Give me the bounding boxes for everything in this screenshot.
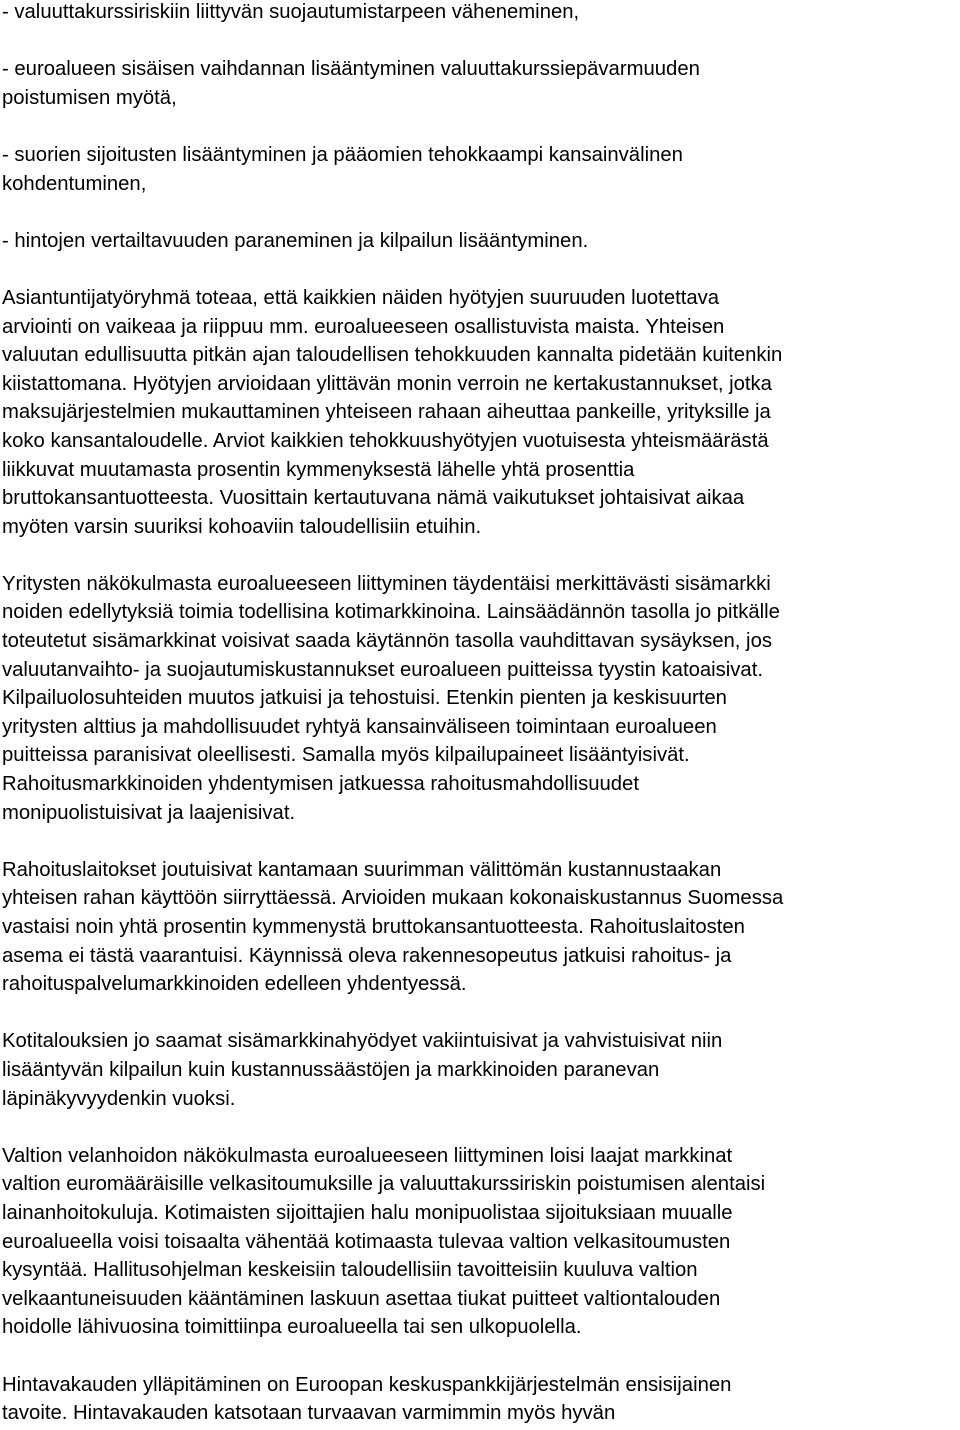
- text-line: valtion euromääräisille velkasitoumuksille ja valuuttakurssiriskin poistumisen alentaisi: [2, 1173, 766, 1196]
- text-line: velkaantuneisuuden kääntäminen laskuun asettaa tiukat puitteet valtiontalouden: [2, 1287, 721, 1310]
- text-line: Kotitalouksien jo saamat sisämarkkinahyödyet vakiintuisivat ja vahvistuisivat niin: [2, 1030, 723, 1053]
- text-line: - hintojen vertailtavuuden paraneminen ja kilpailun lisääntyminen.: [2, 229, 589, 252]
- text-line: puitteissa paranisivat oleellisesti. Samalla myös kilpailupaineet lisääntyisivät.: [2, 744, 690, 767]
- paragraph-spacer: [2, 827, 960, 856]
- text-line: maksujärjestelmien mukauttaminen yhteiseen rahaan aiheuttaa pankeille, yrityksille ja: [2, 401, 771, 424]
- text-line: kiistattomana. Hyötyjen arvioidaan ylittävän monin verroin ne kertakustannukset, jotka: [2, 372, 772, 395]
- paragraph-spacer: [2, 255, 960, 284]
- text-line: poistumisen myötä,: [2, 86, 177, 109]
- paragraph-spacer: [2, 1113, 960, 1142]
- text-line: kohdentuminen,: [2, 172, 147, 195]
- text-line: rahoituspalvelumarkkinoiden edelleen yhdentyessä.: [2, 973, 467, 996]
- paragraph-spacer: [2, 198, 960, 227]
- bullet-item: [2, 227, 960, 256]
- text-line: monipuolistuisivat ja laajenisivat.: [2, 801, 296, 824]
- text-line: bruttokansantuotteesta. Vuosittain kertautuvana nämä vaikutukset johtaisivat aikaa: [2, 487, 745, 510]
- paragraph: [2, 284, 960, 541]
- text-line: valuutanvaihto- ja suojautumiskustannukset euroalueen puitteissa tyystin katoaisivat.: [2, 658, 763, 681]
- text-line: koko kansantaloudelle. Arviot kaikkien tehokkuushyötyjen vuotuisesta yhteismäärästä: [2, 429, 769, 452]
- text-line: Yritysten näkökulmasta euroalueeseen liittyminen täydentäisi merkittävästi sisämarkki: [2, 572, 771, 595]
- text-line: vastaisi noin yhtä prosentin kymmenystä bruttokansantuotteesta. Rahoituslaitosten: [2, 916, 745, 938]
- text-line: Rahoituslaitokset joutuisivat kantamaan suurimman välittömän kustannustaakan: [2, 858, 722, 881]
- paragraph: [2, 570, 960, 827]
- text-line: kysyntää. Hallitusohjelman keskeisiin taloudellisiin tavoitteisiin kuuluva valtion: [2, 1259, 698, 1282]
- text-line: - suorien sijoitusten lisääntyminen ja pääomien tehokkaampi kansainvälinen: [2, 143, 683, 166]
- paragraph-spacer: [2, 541, 960, 570]
- text-line: myöten varsin suuriksi kohoaviin taloudellisiin etuihin.: [2, 515, 482, 538]
- text-line: noiden edellytyksiä toimia todellisina kotimarkkinoina. Lainsäädännön tasolla jo pitkälle: [2, 601, 780, 624]
- text-line: läpinäkyvyydenkin vuoksi.: [2, 1087, 236, 1110]
- text-line: yhteisen rahan käyttöön siirryttäessä. Arvioiden mukaan kokonaiskustannus Suomessa: [2, 887, 784, 910]
- bullet-item: [2, 141, 960, 198]
- text-line: yritysten alttius ja mahdollisuudet ryhtyä kansainväliseen toimintaan euroalueen: [2, 715, 717, 738]
- text-line: toteutetut sisämarkkinat voisivat saada käytännön tasolla vauhdittavan sysäyksen, jos: [2, 630, 772, 653]
- text-line: hoidolle lähivuosina toimittiinpa euroalueella tai sen ulkopuolella.: [2, 1316, 582, 1339]
- paragraph-spacer: [2, 999, 960, 1028]
- paragraph-spacer: [2, 1342, 960, 1371]
- text-line: lisääntyvän kilpailun kuin kustannussäästöjen ja markkinoiden paranevan: [2, 1058, 660, 1081]
- text-line: Kilpailuolosuhteiden muutos jatkuisi ja tehostuisi. Etenkin pienten ja keskisuurten: [2, 687, 727, 710]
- text-line: valuutan edullisuutta pitkän ajan taloudellisen tehokkuuden kannalta pidetään kuitenkin: [2, 344, 783, 367]
- bullet-item: [2, 55, 960, 112]
- paragraph-spacer: [2, 112, 960, 141]
- text-line: lainanhoitokuluja. Kotimaisten sijoittajien halu monipuolistaa sijoituksiaan muualle: [2, 1201, 733, 1224]
- paragraph-spacer: [2, 27, 960, 56]
- text-line: tavoite. Hintavakauden katsotaan turvaavan varmimmin myös hyvän: [2, 1402, 616, 1425]
- text-line: asema ei tästä vaarantuisi. Käynnissä oleva rakennesopeutus jatkuisi rahoitus- ja: [2, 944, 732, 967]
- text-line: - valuuttakurssiriskiin liittyvän suojautumistarpeen väheneminen,: [2, 1, 580, 23]
- paragraph: [2, 1371, 960, 1428]
- paragraph: [2, 856, 960, 999]
- text-line: Rahoitusmarkkinoiden yhdentymisen jatkuessa rahoitusmahdollisuudet: [2, 773, 639, 796]
- text-line: Asiantuntijatyöryhmä toteaa, että kaikkien näiden hyötyjen suuruuden luotettava: [2, 286, 720, 309]
- text-line: Valtion velanhoidon näkökulmasta euroalueeseen liittyminen loisi laajat markkinat: [2, 1144, 733, 1167]
- text-line: - euroalueen sisäisen vaihdannan lisääntyminen valuuttakurssiepävarmuuden: [2, 58, 700, 81]
- text-line: euroalueella voisi toisaalta vähentää kotimaasta tulevaa valtion velkasitoumusten: [2, 1230, 731, 1253]
- text-line: Hintavakauden ylläpitäminen on Euroopan keskuspankkijärjestelmän ensisijainen: [2, 1373, 732, 1396]
- text-line: arviointi on vaikeaa ja riippuu mm. euroalueeseen osallistuvista maista. Yhteisen: [2, 315, 725, 338]
- paragraph: [2, 1142, 960, 1342]
- text-line: liikkuvat muutamasta prosentin kymmenyksestä lähelle yhtä prosenttia: [2, 458, 635, 481]
- bullet-item: [2, 0, 960, 27]
- paragraph: [2, 1027, 960, 1113]
- document-page: [2, 0, 960, 1428]
